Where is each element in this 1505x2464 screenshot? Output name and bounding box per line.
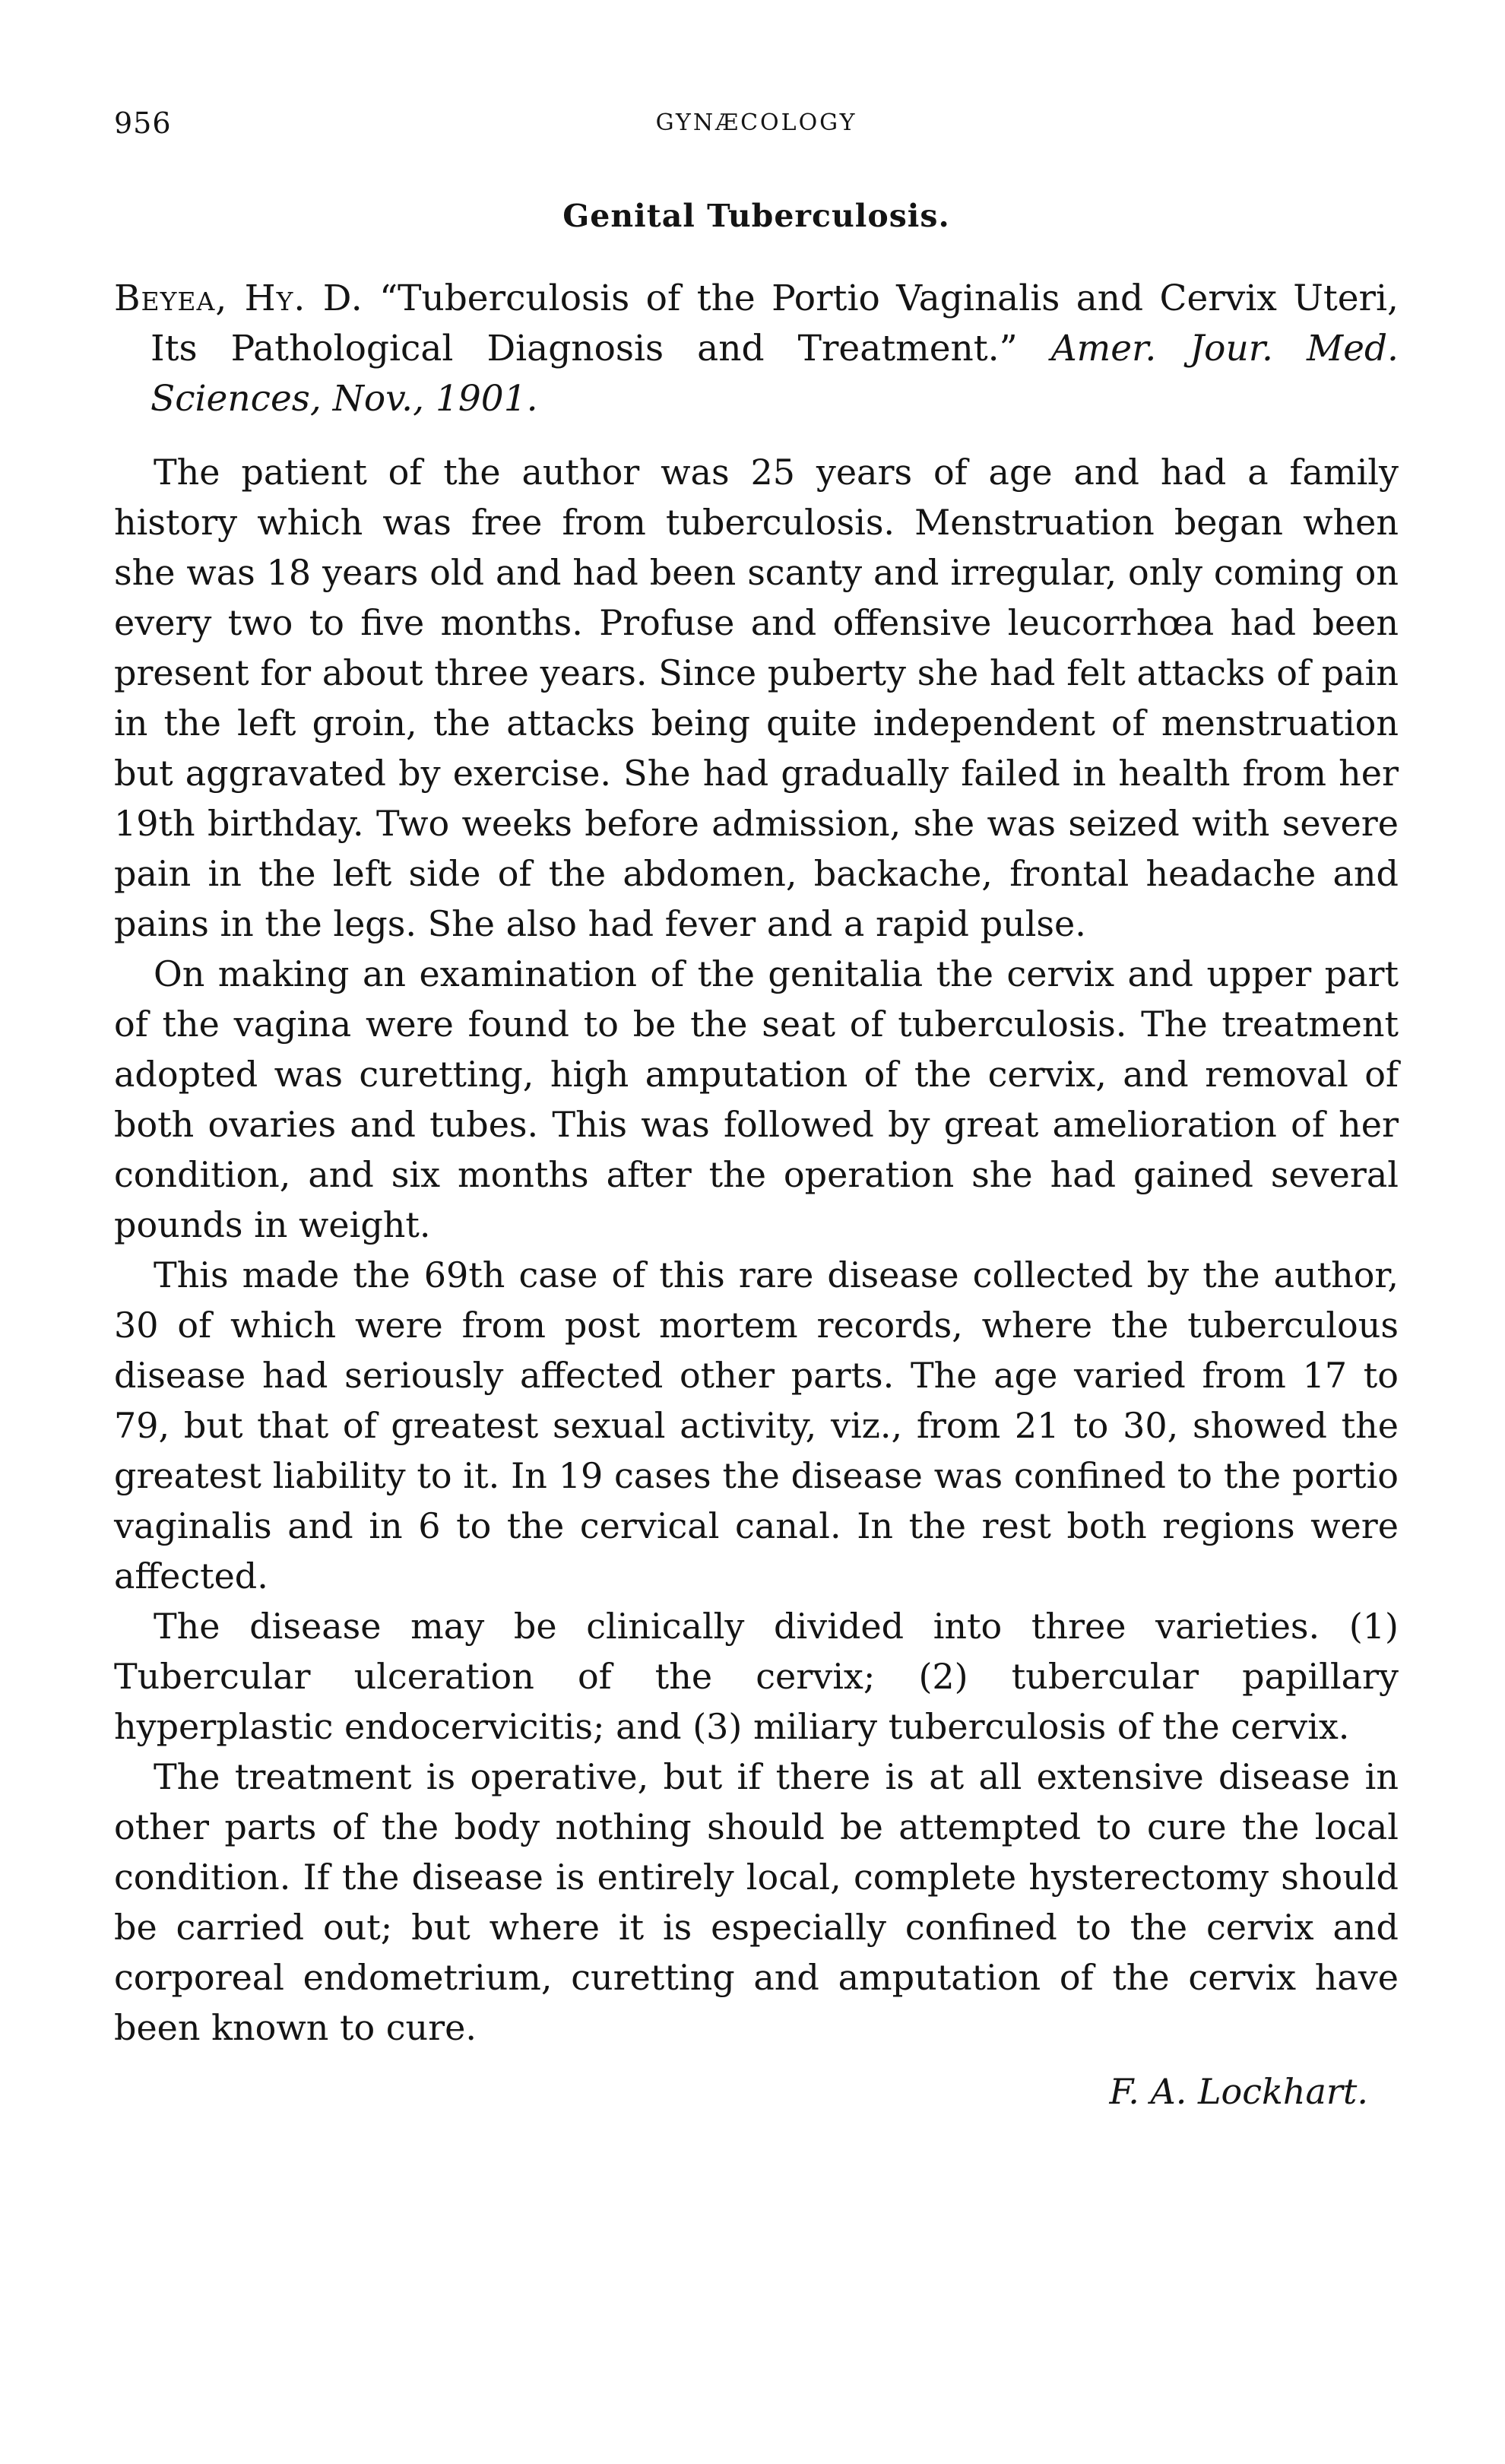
paragraph-case-statistics: This made the 69th case of this rare disease collected by the author, 30 of which were from post mortem records, where the tuberculous disease had seriously affected other parts. The age varied from 17 to 79, but that of greatest sexual activity, viz., from 21 to 30, showed the greatest liability to it. In 19 cases the disease was confined to the portio vaginalis and in 6 to the cervical canal. In the rest both regions were affected. <box>114 1254 1399 1597</box>
section-heading: Genital Tuberculosis. <box>562 198 950 234</box>
citation-author: Beyea, Hy. D. <box>114 277 363 319</box>
page <box>114 106 1399 2117</box>
citation-source: Amer. Jour. Med. Sciences, Nov., 1901. <box>150 328 1399 420</box>
journal-title: GYNÆCOLOGY <box>655 109 857 136</box>
citation-title: “Tuberculosis of the Portio Vaginalis and Cervix Uteri, Its Pathological Diagnosis and Treatment.” <box>150 277 1399 369</box>
signature: F. A. Lockhart. <box>1109 2071 1368 2112</box>
paragraph-treatment: The treatment is operative, but if there is at all extensive disease in other parts of the body nothing should be attempted to cure the local condition. If the disease is entirely local, complete hysterectomy should be carried out; but where it is especially confined to the cervix and corporeal endometrium, curetting and amputation of the cervix have been known to cure. <box>114 1756 1399 2048</box>
paragraph-examination: On making an examination of the genitalia the cervix and upper part of the vagina were found to be the seat of tuberculosis. The treatment adopted was curetting, high amputation of the cervix, and removal of both ovaries and tubes. This was followed by great amelioration of her condition, and six months after the operation she had gained several pounds in weight. <box>114 953 1399 1245</box>
paragraph-varieties: The disease may be clinically divided into three varieties. (1) Tubercular ulceration of the cervix; (2) tubercular papillary hyperplastic endocervicitis; and (3) miliary tuberculosis of the cervix. <box>114 1606 1399 1747</box>
running-head <box>114 106 1399 152</box>
paragraph-case-history: The patient of the author was 25 years of age and had a family history which was free from tuberculosis. Menstruation began when she was 18 years old and had been scanty and irregular, only coming on every two to five months. Profuse and offensive leucorrhœa had been present for about three years. Since puberty she had felt attacks of pain in the left groin, the attacks being quite independent of menstruation but aggravated by exercise. She had gradually failed in health from her 19th birthday. Two weeks before admission, she was seized with severe pain in the left side of the abdomen, backache, frontal headache and pains in the legs. She also had fever and a rapid pulse. <box>114 452 1399 944</box>
page-number: 956 <box>114 106 172 140</box>
citation <box>114 274 1399 424</box>
